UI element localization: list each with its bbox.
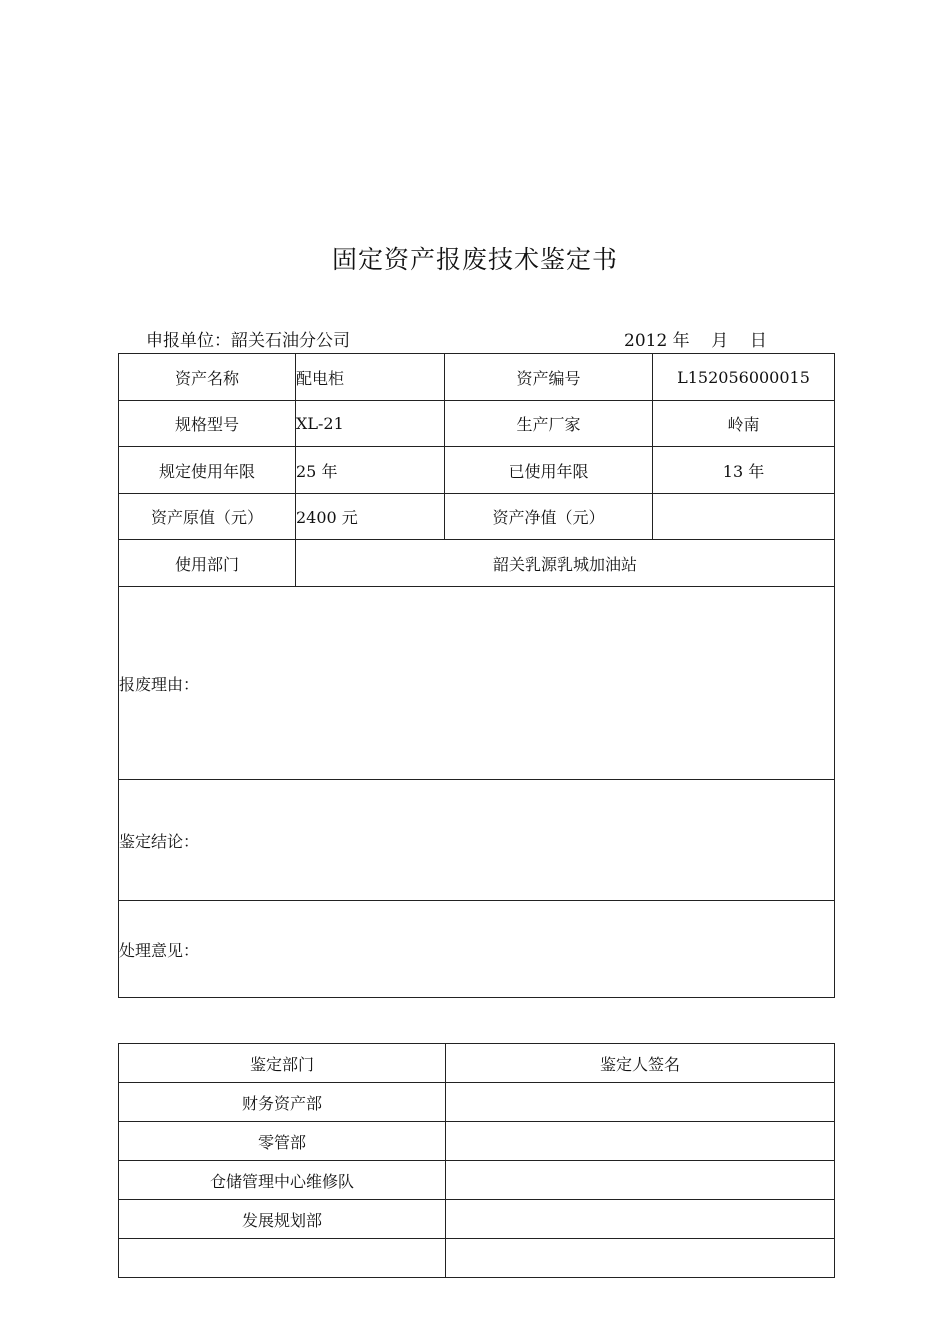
table-row: [119, 1122, 835, 1161]
table-row: [119, 540, 835, 587]
report-date: 2012 年 月 日: [624, 331, 767, 351]
reporting-unit: 申报单位：韶关石油分公司: [146, 331, 350, 351]
sig-dept: 财务资产部: [119, 1083, 446, 1122]
signature-table: [118, 1043, 835, 1278]
sig-header-sign: 鉴定人签名: [446, 1044, 835, 1083]
maker-label: 生产厂家: [445, 401, 653, 447]
dept-label: 使用部门: [119, 540, 296, 587]
sig-dept: 零管部: [119, 1122, 446, 1161]
maker-value: 岭南: [653, 401, 835, 447]
model-label: 规格型号: [119, 401, 296, 447]
orig-value-label: 资产原值（元）: [119, 494, 296, 540]
life-label: 规定使用年限: [119, 447, 296, 494]
sig-sign: [446, 1083, 835, 1122]
net-value: [653, 494, 835, 540]
asset-name-label: 资产名称: [119, 354, 296, 401]
table-row: [119, 494, 835, 540]
asset-info-table: [118, 353, 835, 998]
net-value-label: 资产净值（元）: [445, 494, 653, 540]
sig-sign: [446, 1161, 835, 1200]
form-header: [146, 326, 806, 352]
asset-no-value: L152056000015: [653, 354, 835, 401]
sig-dept: 仓储管理中心维修队: [119, 1161, 446, 1200]
asset-name-value: 配电柜: [296, 354, 445, 401]
conclusion-section: 鉴定结论：: [119, 780, 835, 901]
reason-section: 报废理由：: [119, 587, 835, 780]
sig-header-dept: 鉴定部门: [119, 1044, 446, 1083]
table-row: [119, 354, 835, 401]
table-row: [119, 901, 835, 998]
table-row: [119, 780, 835, 901]
dept-value: 韶关乳源乳城加油站: [296, 540, 835, 587]
page-title: 固定资产报废技术鉴定书: [331, 245, 618, 274]
life-value: 25 年: [296, 447, 445, 494]
table-row: [119, 1044, 835, 1083]
table-row: [119, 1200, 835, 1239]
model-value: XL-21: [296, 401, 445, 447]
sig-sign: [446, 1122, 835, 1161]
used-value: 13 年: [653, 447, 835, 494]
used-label: 已使用年限: [445, 447, 653, 494]
opinion-section: 处理意见：: [119, 901, 835, 998]
sig-dept: [119, 1239, 446, 1278]
table-row: [119, 447, 835, 494]
table-row: [119, 401, 835, 447]
table-row: [119, 1161, 835, 1200]
table-row: [119, 1239, 835, 1278]
sig-sign: [446, 1239, 835, 1278]
sig-dept: 发展规划部: [119, 1200, 446, 1239]
table-row: [119, 587, 835, 780]
orig-value: 2400 元: [296, 494, 445, 540]
sig-sign: [446, 1200, 835, 1239]
table-row: [119, 1083, 835, 1122]
asset-no-label: 资产编号: [445, 354, 653, 401]
